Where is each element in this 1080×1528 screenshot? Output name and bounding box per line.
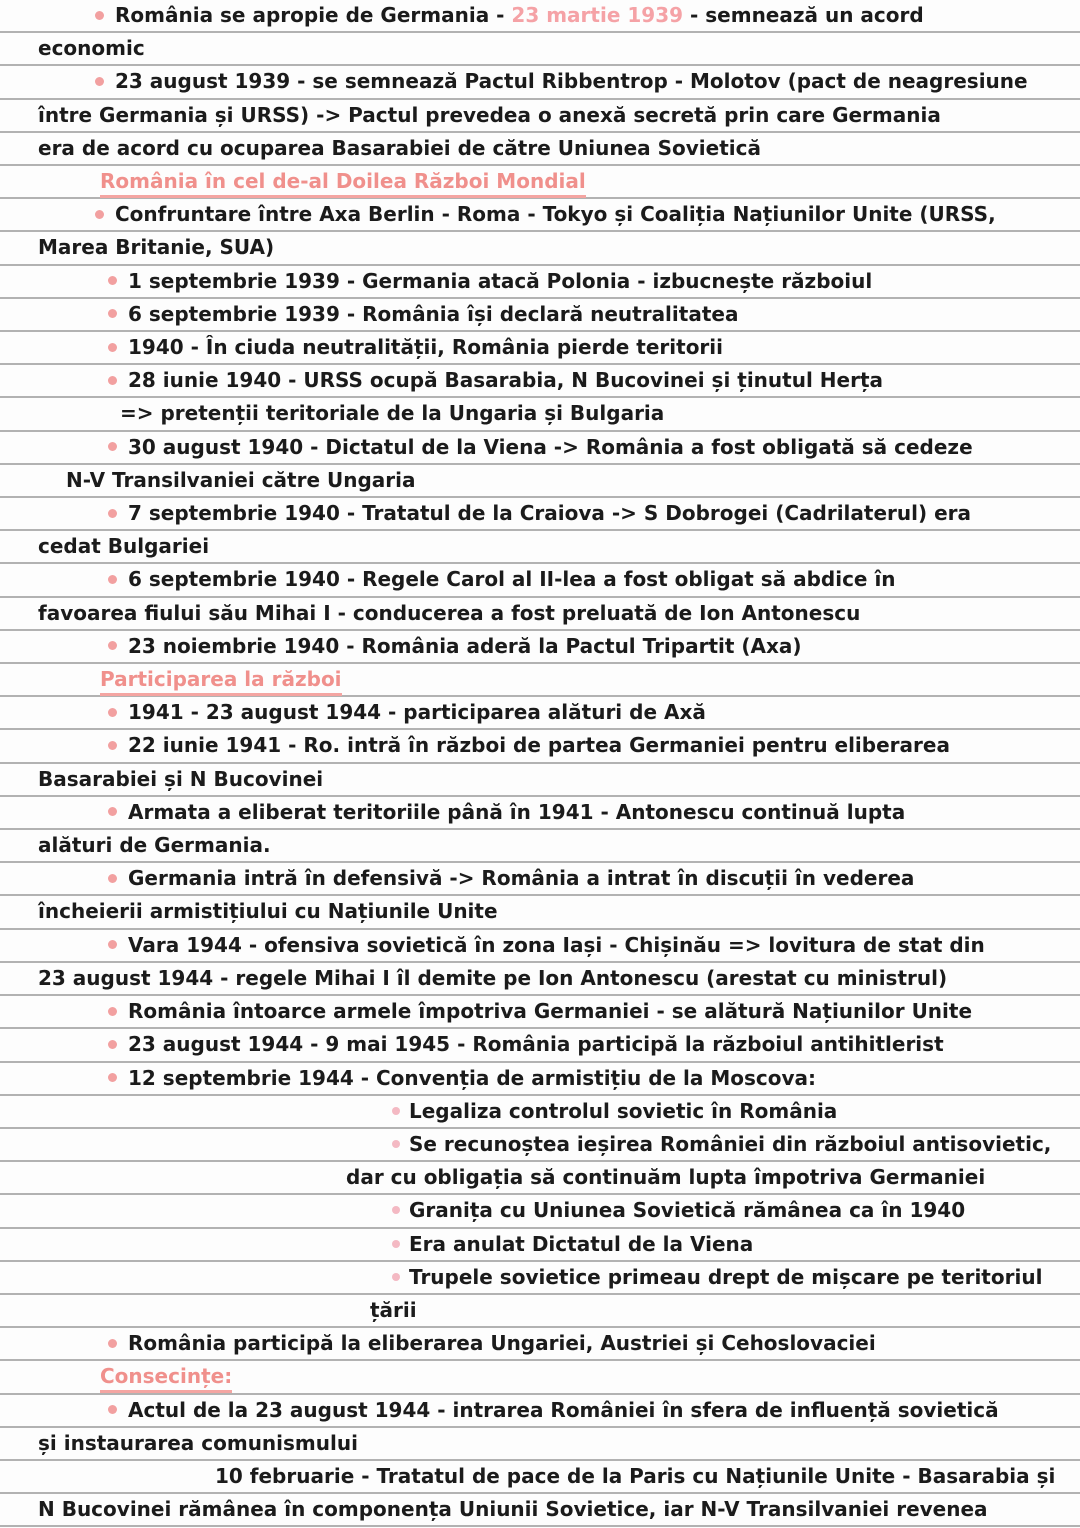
note-line xyxy=(0,0,1080,33)
bullet-icon xyxy=(108,343,117,352)
note-text: 23 august 1944 - 9 mai 1945 - România participă la războiul antihitlerist xyxy=(128,1032,944,1057)
note-text: Confruntare între Axa Berlin - Roma - Tokyo și Coaliția Națiunilor Unite (URSS, xyxy=(115,202,996,227)
note-line xyxy=(0,930,1080,963)
note-text: încheierii armistițiului cu Națiunile Unite xyxy=(38,899,498,924)
note-text: 7 septembrie 1940 - Tratatul de la Craiova -> S Dobrogei (Cadrilaterul) era xyxy=(128,501,972,526)
note-text: N Bucovinei rămânea în componența Uniunii Sovietice, iar N-V Transilvaniei revenea xyxy=(38,1497,988,1522)
note-line xyxy=(0,266,1080,299)
bullet-icon xyxy=(95,11,104,20)
note-line xyxy=(0,398,1080,431)
bullet-icon xyxy=(108,940,117,949)
note-text: 10 februarie - Tratatul de pace de la Paris cu Națiunile Unite - Basarabia și xyxy=(215,1463,1056,1488)
note-line xyxy=(0,432,1080,465)
note-text: între Germania și URSS) -> Pactul prevedea o anexă secretă prin care Germania xyxy=(38,102,941,127)
bullet-icon xyxy=(108,276,117,285)
bullet-icon xyxy=(108,641,117,650)
note-line xyxy=(0,365,1080,398)
note-text: 23 august 1939 - se semnează Pactul Ribbentrop - Molotov (pact de neagresiune xyxy=(115,69,1028,94)
note-text: - semnează un acord xyxy=(683,3,924,27)
note-line xyxy=(0,133,1080,166)
note-line xyxy=(0,730,1080,763)
note-line xyxy=(0,465,1080,498)
bullet-icon xyxy=(392,1240,400,1248)
bullet-icon xyxy=(108,376,117,385)
note-text: Trupele sovietice primeau drept de mișcare pe teritoriul xyxy=(409,1264,1043,1289)
bullet-icon xyxy=(95,210,104,219)
note-line xyxy=(0,1295,1080,1328)
note-text: 6 septembrie 1940 - Regele Carol al II-lea a fost obligat să abdice în xyxy=(128,567,896,592)
highlighted-date: 23 martie 1939 xyxy=(511,3,684,27)
note-line xyxy=(0,631,1080,664)
note-line xyxy=(0,1096,1080,1129)
note-line xyxy=(0,598,1080,631)
note-line xyxy=(0,1063,1080,1096)
section-heading: Consecințe: xyxy=(100,1363,232,1393)
note-text: România întoarce armele împotriva Germaniei - se alătură Națiunilor Unite xyxy=(128,999,973,1024)
note-text: N-V Transilvaniei către Ungaria xyxy=(66,467,416,492)
note-line xyxy=(0,564,1080,597)
section-heading-row xyxy=(0,166,1080,199)
bullet-icon xyxy=(108,1405,117,1414)
note-line xyxy=(0,1162,1080,1195)
note-line xyxy=(0,1129,1080,1162)
note-text: favoarea fiului său Mihai I - conducerea a fost preluată de Ion Antonescu xyxy=(38,600,861,625)
note-text: și instaurarea comunismului xyxy=(38,1430,358,1455)
section-heading-row xyxy=(0,1361,1080,1394)
bullet-icon xyxy=(108,807,117,816)
note-line xyxy=(0,332,1080,365)
bullet-icon xyxy=(392,1273,400,1281)
note-text: era de acord cu ocuparea Basarabiei de către Uniunea Sovietică xyxy=(38,135,761,160)
bullet-icon xyxy=(392,1140,400,1148)
note-text: țării xyxy=(370,1297,417,1322)
note-line xyxy=(0,498,1080,531)
note-line xyxy=(0,66,1080,99)
note-text: 30 august 1940 - Dictatul de la Viena -> România a fost obligată să cedeze xyxy=(128,434,973,459)
bullet-icon xyxy=(108,309,117,318)
bullet-icon xyxy=(108,708,117,717)
note-text: 28 iunie 1940 - URSS ocupă Basarabia, N Bucovinei și ținutul Herța xyxy=(128,368,883,393)
note-text: 23 noiembrie 1940 - România aderă la Pactul Tripartit (Axa) xyxy=(128,633,802,658)
note-text: Actul de la 23 august 1944 - intrarea României în sfera de influență sovietică xyxy=(128,1397,999,1422)
note-line xyxy=(0,531,1080,564)
note-text: Vara 1944 - ofensiva sovietică în zona Iași - Chișinău => lovitura de stat din xyxy=(128,932,985,957)
note-line xyxy=(0,232,1080,265)
section-heading-row xyxy=(0,664,1080,697)
note-text: Armata a eliberat teritoriile până în 1941 - Antonescu continuă lupta xyxy=(128,799,906,824)
note-text: cedat Bulgariei xyxy=(38,534,210,559)
note-text: România participă la eliberarea Ungariei, Austriei și Cehoslovaciei xyxy=(128,1331,876,1356)
note-line xyxy=(0,1262,1080,1295)
bullet-icon xyxy=(108,509,117,518)
bullet-icon xyxy=(392,1206,400,1214)
note-text: Germania intră în defensivă -> România a intrat în discuții în vederea xyxy=(128,866,915,891)
note-text: Basarabiei și N Bucovinei xyxy=(38,766,324,791)
note-line xyxy=(0,299,1080,332)
note-text: dar cu obligația să continuăm lupta împotriva Germaniei xyxy=(346,1165,986,1190)
note-line xyxy=(0,1494,1080,1527)
bullet-icon xyxy=(108,874,117,883)
note-line xyxy=(0,830,1080,863)
note-line xyxy=(0,1461,1080,1494)
note-line xyxy=(0,1029,1080,1062)
bullet-icon xyxy=(108,442,117,451)
note-line xyxy=(0,863,1080,896)
note-line xyxy=(0,100,1080,133)
bullet-icon xyxy=(95,77,104,86)
note-text: 1941 - 23 august 1944 - participarea alături de Axă xyxy=(128,700,706,725)
note-line xyxy=(0,1328,1080,1361)
note-text: => pretenții teritoriale de la Ungaria și Bulgaria xyxy=(120,401,665,426)
note-text: 23 august 1944 - regele Mihai I îl demite pe Ion Antonescu (arestat cu ministrul) xyxy=(38,965,948,990)
note-text: Marea Britanie, SUA) xyxy=(38,235,275,260)
note-text: 1940 - În ciuda neutralității, România pierde teritorii xyxy=(128,335,724,360)
note-line xyxy=(0,996,1080,1029)
note-text: alături de Germania. xyxy=(38,833,271,858)
section-heading: Participarea la război xyxy=(100,666,342,696)
note-line xyxy=(0,764,1080,797)
note-line xyxy=(0,896,1080,929)
note-text: 1 septembrie 1939 - Germania atacă Polonia - izbucnește războiul xyxy=(128,268,873,293)
note-line xyxy=(0,1395,1080,1428)
note-line xyxy=(0,1229,1080,1262)
note-text: 12 septembrie 1944 - Convenția de armistițiu de la Moscova: xyxy=(128,1065,817,1090)
bullet-icon xyxy=(392,1107,400,1115)
note-line xyxy=(0,797,1080,830)
note-text: Era anulat Dictatul de la Viena xyxy=(409,1231,754,1256)
note-text: Granița cu Uniunea Sovietică rămânea ca în 1940 xyxy=(409,1198,966,1223)
note-text: 6 septembrie 1939 - România își declară neutralitatea xyxy=(128,301,739,326)
bullet-icon xyxy=(108,1339,117,1348)
note-line xyxy=(0,199,1080,232)
note-text: 22 iunie 1941 - Ro. intră în război de partea Germaniei pentru eliberarea xyxy=(128,733,950,758)
note-text: România se apropie de Germania - xyxy=(115,3,512,27)
note-line xyxy=(0,697,1080,730)
note-line xyxy=(0,33,1080,66)
section-heading: România în cel de-al Doilea Război Mondial xyxy=(100,168,586,198)
bullet-icon xyxy=(108,741,117,750)
bullet-icon xyxy=(108,1040,117,1049)
note-line xyxy=(0,1195,1080,1228)
note-line xyxy=(0,963,1080,996)
note-text: Se recunoștea ieșirea României din războiul antisovietic, xyxy=(409,1131,1052,1156)
note-text: economic xyxy=(38,36,145,61)
bullet-icon xyxy=(108,1073,117,1082)
note-text: Legaliza controlul sovietic în România xyxy=(409,1098,838,1123)
note-line xyxy=(0,1428,1080,1461)
bullet-icon xyxy=(108,575,117,584)
bullet-icon xyxy=(108,1007,117,1016)
